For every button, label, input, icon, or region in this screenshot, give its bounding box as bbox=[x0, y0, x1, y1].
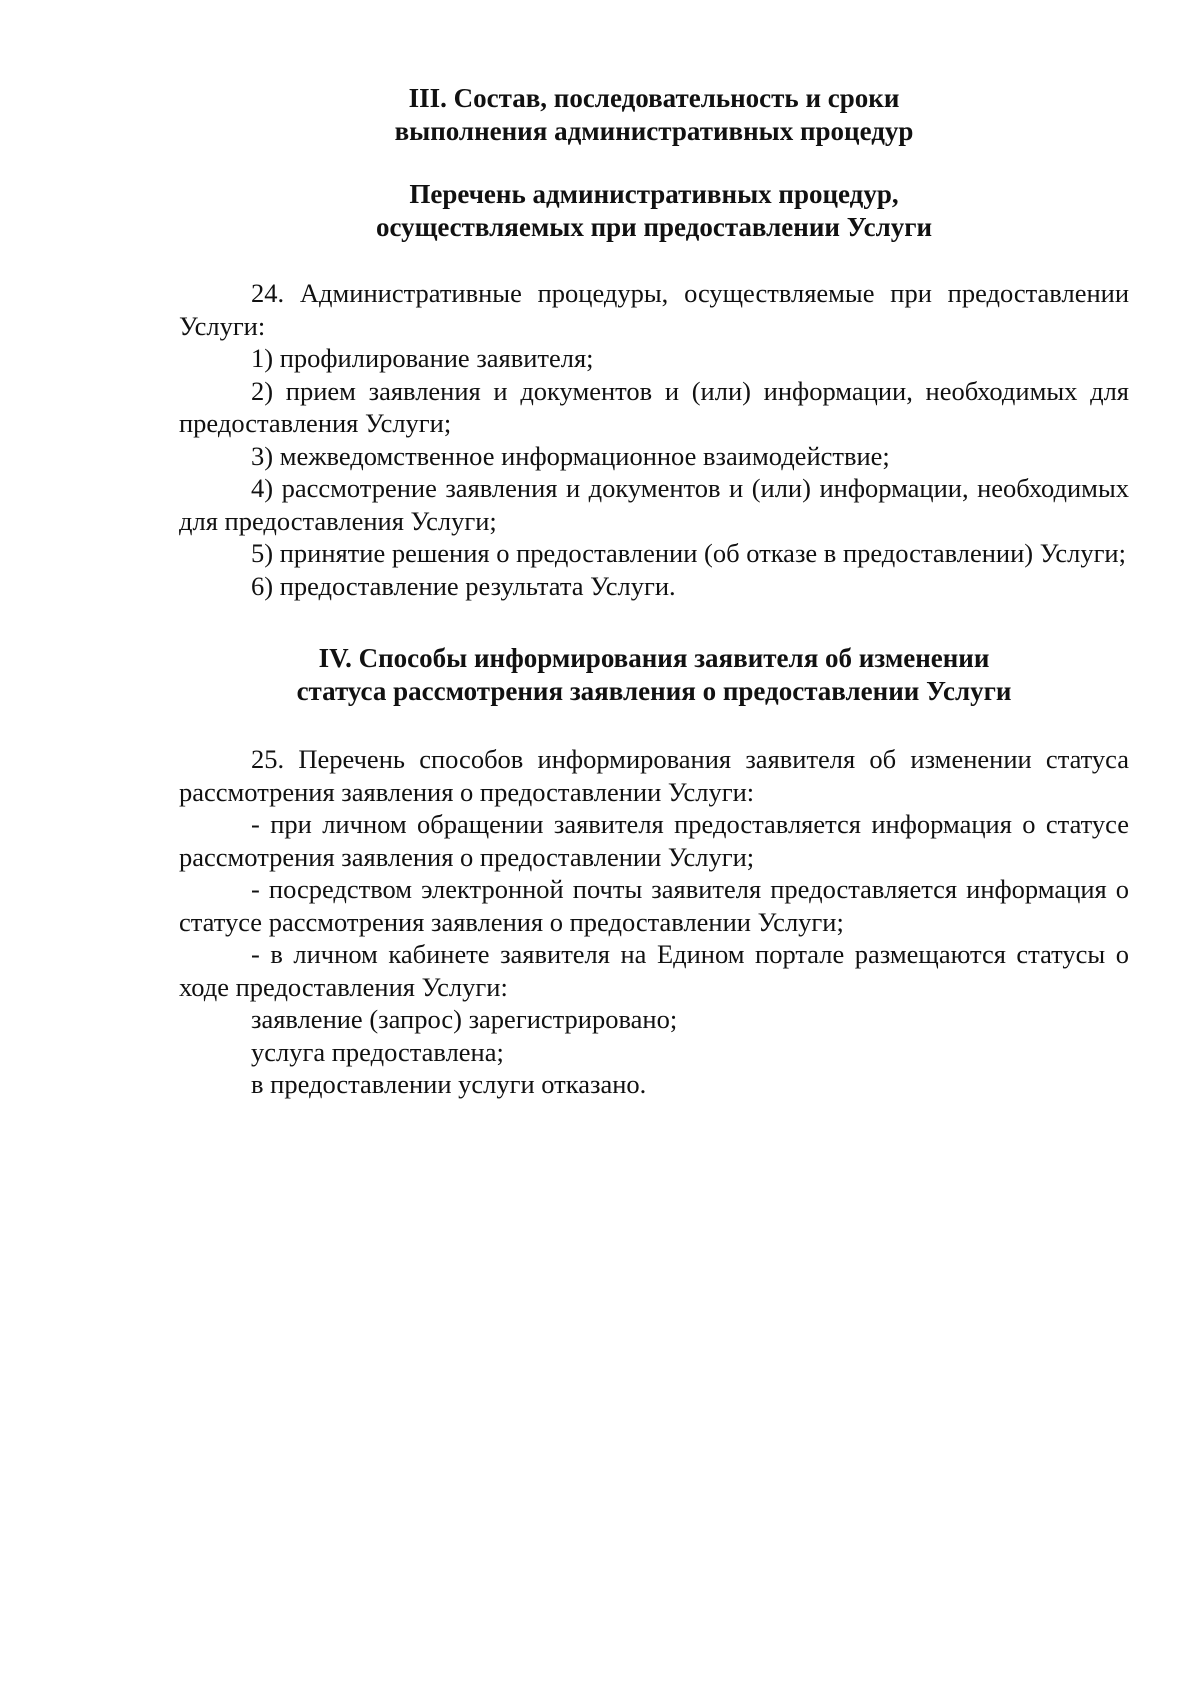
section-3-subheading bbox=[179, 178, 1129, 244]
section-4-heading-line-1: IV. Способы информирования заявителя об изменении bbox=[318, 643, 990, 673]
section-3-heading-line-2: выполнения административных процедур bbox=[394, 116, 914, 146]
list-item-1: 1) профилирование заявителя; bbox=[251, 343, 594, 373]
status-provided: услуга предоставлена; bbox=[251, 1036, 504, 1067]
list-item-2: 2) прием заявления и документов и (или) информации, необходимых для предоставления Услуги; bbox=[179, 375, 1129, 438]
section-4-heading bbox=[179, 642, 1129, 708]
paragraph-25: 25. Перечень способов информирования заявителя об изменении статуса рассмотрения заявления о предоставлении Услуги: bbox=[179, 744, 1129, 807]
spacer bbox=[179, 244, 1129, 277]
bullet-personal-visit: - при личном обращении заявителя предоставляется информация о статусе рассмотрения заявления о предоставлении Услуги; bbox=[179, 809, 1129, 872]
bullet-email: - посредством электронной почты заявителя предоставляется информация о статусе рассмотрения заявления о предоставлении Услуги; bbox=[179, 874, 1129, 937]
list-item-3: 3) межведомственное информационное взаимодействие; bbox=[251, 440, 890, 471]
section-3-subheading-line-2: осуществляемых при предоставлении Услуги bbox=[375, 212, 933, 242]
section-3-subheading-line-1: Перечень административных процедур, bbox=[409, 179, 899, 209]
status-refused: в предоставлении услуги отказано. bbox=[251, 1069, 647, 1099]
list-item-6: 6) предоставление результата Услуги. bbox=[251, 570, 676, 601]
paragraph-24: 24. Административные процедуры, осуществляемые при предоставлении Услуги: bbox=[179, 278, 1129, 341]
spacer bbox=[179, 148, 1129, 178]
spacer bbox=[179, 602, 1129, 642]
section-3-heading bbox=[179, 82, 1129, 148]
document-content bbox=[179, 82, 1129, 1101]
spacer bbox=[179, 708, 1129, 743]
status-registered: заявление (запрос) зарегистрировано; bbox=[251, 1004, 678, 1034]
list-item-5: 5) принятие решения о предоставлении (об отказе в предоставлении) Услуги; bbox=[251, 538, 1126, 568]
section-3-heading-line-1: III. Состав, последовательность и сроки bbox=[408, 83, 900, 113]
list-item-4: 4) рассмотрение заявления и документов и (или) информации, необходимых для предоставления Услуги; bbox=[179, 473, 1129, 536]
section-4-heading-line-2: статуса рассмотрения заявления о предоставлении Услуги bbox=[296, 676, 1012, 706]
bullet-personal-account: - в личном кабинете заявителя на Едином портале размещаются статусы о ходе предоставления Услуги: bbox=[179, 939, 1129, 1002]
